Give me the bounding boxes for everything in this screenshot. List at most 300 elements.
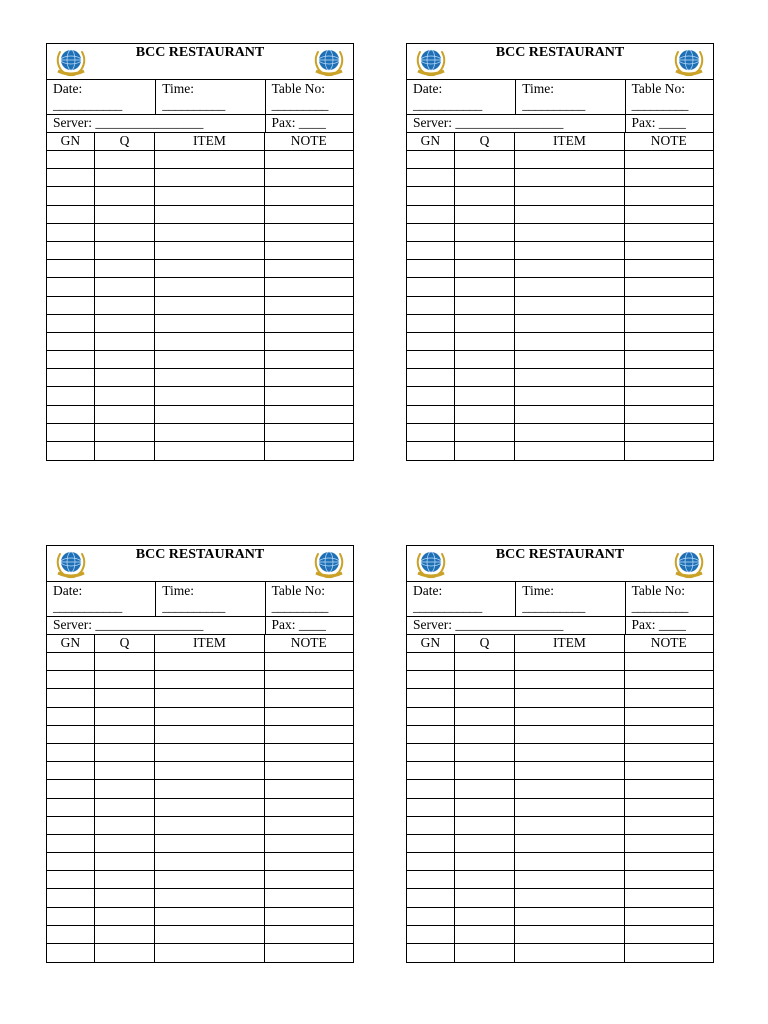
item-cell[interactable] xyxy=(155,799,264,816)
item-cell[interactable] xyxy=(155,689,264,706)
quantity-cell[interactable] xyxy=(95,151,156,168)
item-cell[interactable] xyxy=(155,369,264,386)
quantity-cell[interactable] xyxy=(95,260,156,277)
note-cell[interactable] xyxy=(625,889,713,906)
gn-cell[interactable] xyxy=(47,351,95,368)
note-cell[interactable] xyxy=(265,726,353,743)
note-cell[interactable] xyxy=(265,853,353,870)
quantity-cell[interactable] xyxy=(95,406,156,423)
note-cell[interactable] xyxy=(625,297,713,314)
item-cell[interactable] xyxy=(515,187,624,204)
note-cell[interactable] xyxy=(265,387,353,404)
gn-cell[interactable] xyxy=(407,169,455,186)
gn-cell[interactable] xyxy=(47,817,95,834)
item-cell[interactable] xyxy=(155,297,264,314)
note-cell[interactable] xyxy=(265,708,353,725)
date-field[interactable] xyxy=(407,582,516,616)
gn-cell[interactable] xyxy=(47,908,95,925)
item-cell[interactable] xyxy=(155,744,264,761)
gn-cell[interactable] xyxy=(407,260,455,277)
gn-cell[interactable] xyxy=(47,653,95,670)
quantity-cell[interactable] xyxy=(455,908,516,925)
gn-cell[interactable] xyxy=(47,926,95,943)
note-cell[interactable] xyxy=(625,744,713,761)
note-cell[interactable] xyxy=(625,871,713,888)
quantity-cell[interactable] xyxy=(455,333,516,350)
gn-cell[interactable] xyxy=(407,351,455,368)
note-cell[interactable] xyxy=(625,853,713,870)
note-cell[interactable] xyxy=(625,406,713,423)
item-cell[interactable] xyxy=(515,351,624,368)
quantity-cell[interactable] xyxy=(95,835,156,852)
item-cell[interactable] xyxy=(515,726,624,743)
quantity-cell[interactable] xyxy=(455,799,516,816)
gn-cell[interactable] xyxy=(407,744,455,761)
item-cell[interactable] xyxy=(515,835,624,852)
item-cell[interactable] xyxy=(515,780,624,797)
note-cell[interactable] xyxy=(265,944,353,962)
item-cell[interactable] xyxy=(515,853,624,870)
quantity-cell[interactable] xyxy=(455,242,516,259)
note-cell[interactable] xyxy=(265,187,353,204)
quantity-cell[interactable] xyxy=(95,871,156,888)
note-cell[interactable] xyxy=(625,835,713,852)
server-field[interactable]: Server: ________________ xyxy=(407,115,626,132)
item-cell[interactable] xyxy=(155,151,264,168)
item-cell[interactable] xyxy=(155,817,264,834)
gn-cell[interactable] xyxy=(407,799,455,816)
quantity-cell[interactable] xyxy=(455,871,516,888)
note-cell[interactable] xyxy=(265,799,353,816)
quantity-cell[interactable] xyxy=(95,333,156,350)
item-cell[interactable] xyxy=(155,835,264,852)
server-field[interactable]: Server: ________________ xyxy=(47,115,266,132)
gn-cell[interactable] xyxy=(47,369,95,386)
pax-field[interactable]: Pax: ____ xyxy=(271,617,326,632)
gn-cell[interactable] xyxy=(407,817,455,834)
item-cell[interactable] xyxy=(155,889,264,906)
quantity-cell[interactable] xyxy=(455,926,516,943)
note-cell[interactable] xyxy=(625,206,713,223)
note-cell[interactable] xyxy=(265,442,353,460)
gn-cell[interactable] xyxy=(47,224,95,241)
note-cell[interactable] xyxy=(625,762,713,779)
item-cell[interactable] xyxy=(515,871,624,888)
note-cell[interactable] xyxy=(625,369,713,386)
quantity-cell[interactable] xyxy=(95,762,156,779)
note-cell[interactable] xyxy=(265,206,353,223)
gn-cell[interactable] xyxy=(47,708,95,725)
note-cell[interactable] xyxy=(625,278,713,295)
note-cell[interactable] xyxy=(265,889,353,906)
quantity-cell[interactable] xyxy=(455,817,516,834)
quantity-cell[interactable] xyxy=(455,442,516,460)
quantity-cell[interactable] xyxy=(95,799,156,816)
table-number-field[interactable] xyxy=(626,582,713,616)
item-cell[interactable] xyxy=(155,242,264,259)
item-cell[interactable] xyxy=(155,780,264,797)
note-cell[interactable] xyxy=(625,224,713,241)
quantity-cell[interactable] xyxy=(455,726,516,743)
quantity-cell[interactable] xyxy=(455,762,516,779)
gn-cell[interactable] xyxy=(407,406,455,423)
table-number-field[interactable] xyxy=(626,80,713,114)
item-cell[interactable] xyxy=(515,926,624,943)
gn-cell[interactable] xyxy=(47,333,95,350)
quantity-cell[interactable] xyxy=(95,351,156,368)
quantity-cell[interactable] xyxy=(455,278,516,295)
gn-cell[interactable] xyxy=(407,762,455,779)
gn-cell[interactable] xyxy=(47,871,95,888)
note-cell[interactable] xyxy=(265,369,353,386)
gn-cell[interactable] xyxy=(407,424,455,441)
quantity-cell[interactable] xyxy=(455,151,516,168)
gn-cell[interactable] xyxy=(47,278,95,295)
quantity-cell[interactable] xyxy=(455,653,516,670)
quantity-cell[interactable] xyxy=(95,926,156,943)
column-header-q: Q xyxy=(95,635,156,652)
item-cell[interactable] xyxy=(515,369,624,386)
gn-cell[interactable] xyxy=(47,671,95,688)
item-cell[interactable] xyxy=(155,187,264,204)
quantity-cell[interactable] xyxy=(455,744,516,761)
quantity-cell[interactable] xyxy=(95,853,156,870)
quantity-cell[interactable] xyxy=(95,315,156,332)
quantity-cell[interactable] xyxy=(95,689,156,706)
note-cell[interactable] xyxy=(625,442,713,460)
gn-cell[interactable] xyxy=(407,387,455,404)
quantity-cell[interactable] xyxy=(95,889,156,906)
quantity-cell[interactable] xyxy=(455,780,516,797)
quantity-cell[interactable] xyxy=(95,817,156,834)
note-cell[interactable] xyxy=(625,424,713,441)
item-cell[interactable] xyxy=(515,944,624,962)
pax-field[interactable]: Pax: ____ xyxy=(631,617,686,632)
quantity-cell[interactable] xyxy=(95,442,156,460)
gn-cell[interactable] xyxy=(47,853,95,870)
item-cell[interactable] xyxy=(515,689,624,706)
note-cell[interactable] xyxy=(265,744,353,761)
item-cell[interactable] xyxy=(515,242,624,259)
note-cell[interactable] xyxy=(265,926,353,943)
gn-cell[interactable] xyxy=(407,671,455,688)
item-cell[interactable] xyxy=(155,908,264,925)
quantity-cell[interactable] xyxy=(455,424,516,441)
note-cell[interactable] xyxy=(265,278,353,295)
note-cell[interactable] xyxy=(265,871,353,888)
time-field[interactable] xyxy=(516,80,625,114)
quantity-cell[interactable] xyxy=(455,835,516,852)
gn-cell[interactable] xyxy=(407,224,455,241)
time-field[interactable] xyxy=(156,80,265,114)
gn-cell[interactable] xyxy=(407,297,455,314)
item-cell[interactable] xyxy=(515,424,624,441)
quantity-cell[interactable] xyxy=(95,908,156,925)
gn-cell[interactable] xyxy=(407,315,455,332)
item-cell[interactable] xyxy=(515,151,624,168)
item-cell[interactable] xyxy=(155,387,264,404)
note-cell[interactable] xyxy=(625,242,713,259)
item-cell[interactable] xyxy=(515,653,624,670)
date-field[interactable] xyxy=(47,80,156,114)
quantity-cell[interactable] xyxy=(95,726,156,743)
item-cell[interactable] xyxy=(155,424,264,441)
gn-cell[interactable] xyxy=(407,871,455,888)
gn-cell[interactable] xyxy=(47,387,95,404)
quantity-cell[interactable] xyxy=(455,169,516,186)
note-cell[interactable] xyxy=(265,151,353,168)
item-cell[interactable] xyxy=(515,671,624,688)
quantity-cell[interactable] xyxy=(95,424,156,441)
item-cell[interactable] xyxy=(515,315,624,332)
note-cell[interactable] xyxy=(265,671,353,688)
quantity-cell[interactable] xyxy=(455,853,516,870)
date-field[interactable] xyxy=(47,582,156,616)
item-cell[interactable] xyxy=(155,333,264,350)
server-field[interactable]: Server: ________________ xyxy=(47,617,266,634)
gn-cell[interactable] xyxy=(407,151,455,168)
item-cell[interactable] xyxy=(515,406,624,423)
note-cell[interactable] xyxy=(625,260,713,277)
note-cell[interactable] xyxy=(625,333,713,350)
quantity-cell[interactable] xyxy=(455,944,516,962)
note-cell[interactable] xyxy=(265,835,353,852)
note-cell[interactable] xyxy=(265,224,353,241)
gn-cell[interactable] xyxy=(47,744,95,761)
order-line-row xyxy=(407,889,713,907)
item-cell[interactable] xyxy=(155,871,264,888)
item-cell[interactable] xyxy=(515,708,624,725)
quantity-cell[interactable] xyxy=(95,242,156,259)
note-cell[interactable] xyxy=(265,653,353,670)
note-cell[interactable] xyxy=(265,406,353,423)
item-cell[interactable] xyxy=(155,653,264,670)
time-field[interactable] xyxy=(156,582,265,616)
server-field[interactable]: Server: ________________ xyxy=(407,617,626,634)
note-cell[interactable] xyxy=(265,169,353,186)
note-cell[interactable] xyxy=(265,689,353,706)
gn-cell[interactable] xyxy=(47,297,95,314)
order-slip xyxy=(46,43,354,461)
note-cell[interactable] xyxy=(265,333,353,350)
quantity-cell[interactable] xyxy=(455,315,516,332)
order-table-header xyxy=(47,133,353,151)
note-cell[interactable] xyxy=(625,726,713,743)
gn-cell[interactable] xyxy=(47,187,95,204)
gn-cell[interactable] xyxy=(47,151,95,168)
item-cell[interactable] xyxy=(515,442,624,460)
note-cell[interactable] xyxy=(625,926,713,943)
quantity-cell[interactable] xyxy=(95,297,156,314)
quantity-cell[interactable] xyxy=(455,187,516,204)
quantity-cell[interactable] xyxy=(455,708,516,725)
order-line-row xyxy=(47,442,353,460)
quantity-cell[interactable] xyxy=(455,889,516,906)
note-cell[interactable] xyxy=(625,908,713,925)
gn-cell[interactable] xyxy=(47,726,95,743)
order-line-row xyxy=(47,762,353,780)
item-cell[interactable] xyxy=(515,260,624,277)
item-cell[interactable] xyxy=(515,799,624,816)
item-cell[interactable] xyxy=(515,889,624,906)
order-line-row xyxy=(47,871,353,889)
item-cell[interactable] xyxy=(155,315,264,332)
item-cell[interactable] xyxy=(155,224,264,241)
note-cell[interactable] xyxy=(625,315,713,332)
quantity-cell[interactable] xyxy=(455,297,516,314)
item-cell[interactable] xyxy=(155,169,264,186)
note-cell[interactable] xyxy=(265,315,353,332)
gn-cell[interactable] xyxy=(407,653,455,670)
note-cell[interactable] xyxy=(625,799,713,816)
gn-cell[interactable] xyxy=(407,708,455,725)
item-cell[interactable] xyxy=(155,762,264,779)
quantity-cell[interactable] xyxy=(95,944,156,962)
item-cell[interactable] xyxy=(515,744,624,761)
quantity-cell[interactable] xyxy=(95,653,156,670)
item-cell[interactable] xyxy=(155,708,264,725)
time-field[interactable] xyxy=(516,582,625,616)
quantity-cell[interactable] xyxy=(455,689,516,706)
note-cell[interactable] xyxy=(625,187,713,204)
item-cell[interactable] xyxy=(155,671,264,688)
gn-cell[interactable] xyxy=(47,835,95,852)
note-cell[interactable] xyxy=(625,351,713,368)
gn-cell[interactable] xyxy=(407,242,455,259)
quantity-cell[interactable] xyxy=(455,260,516,277)
gn-cell[interactable] xyxy=(47,406,95,423)
item-cell[interactable] xyxy=(155,944,264,962)
note-cell[interactable] xyxy=(265,242,353,259)
item-cell[interactable] xyxy=(515,762,624,779)
gn-cell[interactable] xyxy=(47,242,95,259)
date-field[interactable] xyxy=(407,80,516,114)
quantity-cell[interactable] xyxy=(95,744,156,761)
item-cell[interactable] xyxy=(515,224,624,241)
quantity-cell[interactable] xyxy=(455,671,516,688)
note-cell[interactable] xyxy=(625,689,713,706)
quantity-cell[interactable] xyxy=(95,708,156,725)
item-cell[interactable] xyxy=(515,169,624,186)
quantity-cell[interactable] xyxy=(95,187,156,204)
table-number-field[interactable] xyxy=(266,582,353,616)
note-cell[interactable] xyxy=(625,944,713,962)
gn-cell[interactable] xyxy=(47,424,95,441)
note-cell[interactable] xyxy=(625,817,713,834)
gn-cell[interactable] xyxy=(47,169,95,186)
gn-cell[interactable] xyxy=(407,187,455,204)
note-cell[interactable] xyxy=(625,671,713,688)
item-cell[interactable] xyxy=(155,351,264,368)
gn-cell[interactable] xyxy=(407,908,455,925)
item-cell[interactable] xyxy=(155,206,264,223)
item-cell[interactable] xyxy=(515,206,624,223)
item-cell[interactable] xyxy=(515,387,624,404)
note-cell[interactable] xyxy=(265,817,353,834)
gn-cell[interactable] xyxy=(47,260,95,277)
quantity-cell[interactable] xyxy=(455,387,516,404)
gn-cell[interactable] xyxy=(47,315,95,332)
item-cell[interactable] xyxy=(155,726,264,743)
note-cell[interactable] xyxy=(625,387,713,404)
gn-cell[interactable] xyxy=(407,278,455,295)
quantity-cell[interactable] xyxy=(95,387,156,404)
quantity-cell[interactable] xyxy=(95,671,156,688)
note-cell[interactable] xyxy=(265,424,353,441)
note-cell[interactable] xyxy=(265,351,353,368)
note-cell[interactable] xyxy=(625,708,713,725)
note-cell[interactable] xyxy=(265,762,353,779)
quantity-cell[interactable] xyxy=(95,224,156,241)
gn-cell[interactable] xyxy=(47,762,95,779)
quantity-cell[interactable] xyxy=(95,780,156,797)
note-cell[interactable] xyxy=(625,780,713,797)
item-cell[interactable] xyxy=(515,817,624,834)
gn-cell[interactable] xyxy=(407,333,455,350)
quantity-cell[interactable] xyxy=(95,369,156,386)
gn-cell[interactable] xyxy=(47,206,95,223)
item-cell[interactable] xyxy=(515,297,624,314)
quantity-cell[interactable] xyxy=(455,406,516,423)
quantity-cell[interactable] xyxy=(455,224,516,241)
item-cell[interactable] xyxy=(515,908,624,925)
gn-cell[interactable] xyxy=(47,944,95,962)
quantity-cell[interactable] xyxy=(95,278,156,295)
item-cell[interactable] xyxy=(515,278,624,295)
note-cell[interactable] xyxy=(265,908,353,925)
note-cell[interactable] xyxy=(265,297,353,314)
gn-cell[interactable] xyxy=(407,926,455,943)
pax-field[interactable]: Pax: ____ xyxy=(631,115,686,130)
quantity-cell[interactable] xyxy=(455,369,516,386)
note-cell[interactable] xyxy=(265,260,353,277)
quantity-cell[interactable] xyxy=(455,351,516,368)
gn-cell[interactable] xyxy=(407,206,455,223)
gn-cell[interactable] xyxy=(47,799,95,816)
item-cell[interactable] xyxy=(155,406,264,423)
gn-cell[interactable] xyxy=(407,442,455,460)
note-cell[interactable] xyxy=(265,780,353,797)
gn-cell[interactable] xyxy=(47,689,95,706)
item-cell[interactable] xyxy=(155,853,264,870)
note-cell[interactable] xyxy=(625,169,713,186)
gn-cell[interactable] xyxy=(407,889,455,906)
item-cell[interactable] xyxy=(155,278,264,295)
gn-cell[interactable] xyxy=(407,369,455,386)
table-number-field[interactable] xyxy=(266,80,353,114)
item-cell[interactable] xyxy=(155,442,264,460)
note-cell[interactable] xyxy=(625,653,713,670)
quantity-cell[interactable] xyxy=(455,206,516,223)
quantity-cell[interactable] xyxy=(95,206,156,223)
gn-cell[interactable] xyxy=(407,726,455,743)
gn-cell[interactable] xyxy=(47,442,95,460)
gn-cell[interactable] xyxy=(407,780,455,797)
time-label: Time: xyxy=(162,583,195,598)
note-cell[interactable] xyxy=(625,151,713,168)
gn-cell[interactable] xyxy=(407,835,455,852)
gn-cell[interactable] xyxy=(47,889,95,906)
gn-cell[interactable] xyxy=(407,853,455,870)
gn-cell[interactable] xyxy=(407,944,455,962)
item-cell[interactable] xyxy=(155,926,264,943)
gn-cell[interactable] xyxy=(47,780,95,797)
gn-cell[interactable] xyxy=(407,689,455,706)
quantity-cell[interactable] xyxy=(95,169,156,186)
pax-field[interactable]: Pax: ____ xyxy=(271,115,326,130)
item-cell[interactable] xyxy=(515,333,624,350)
item-cell[interactable] xyxy=(155,260,264,277)
